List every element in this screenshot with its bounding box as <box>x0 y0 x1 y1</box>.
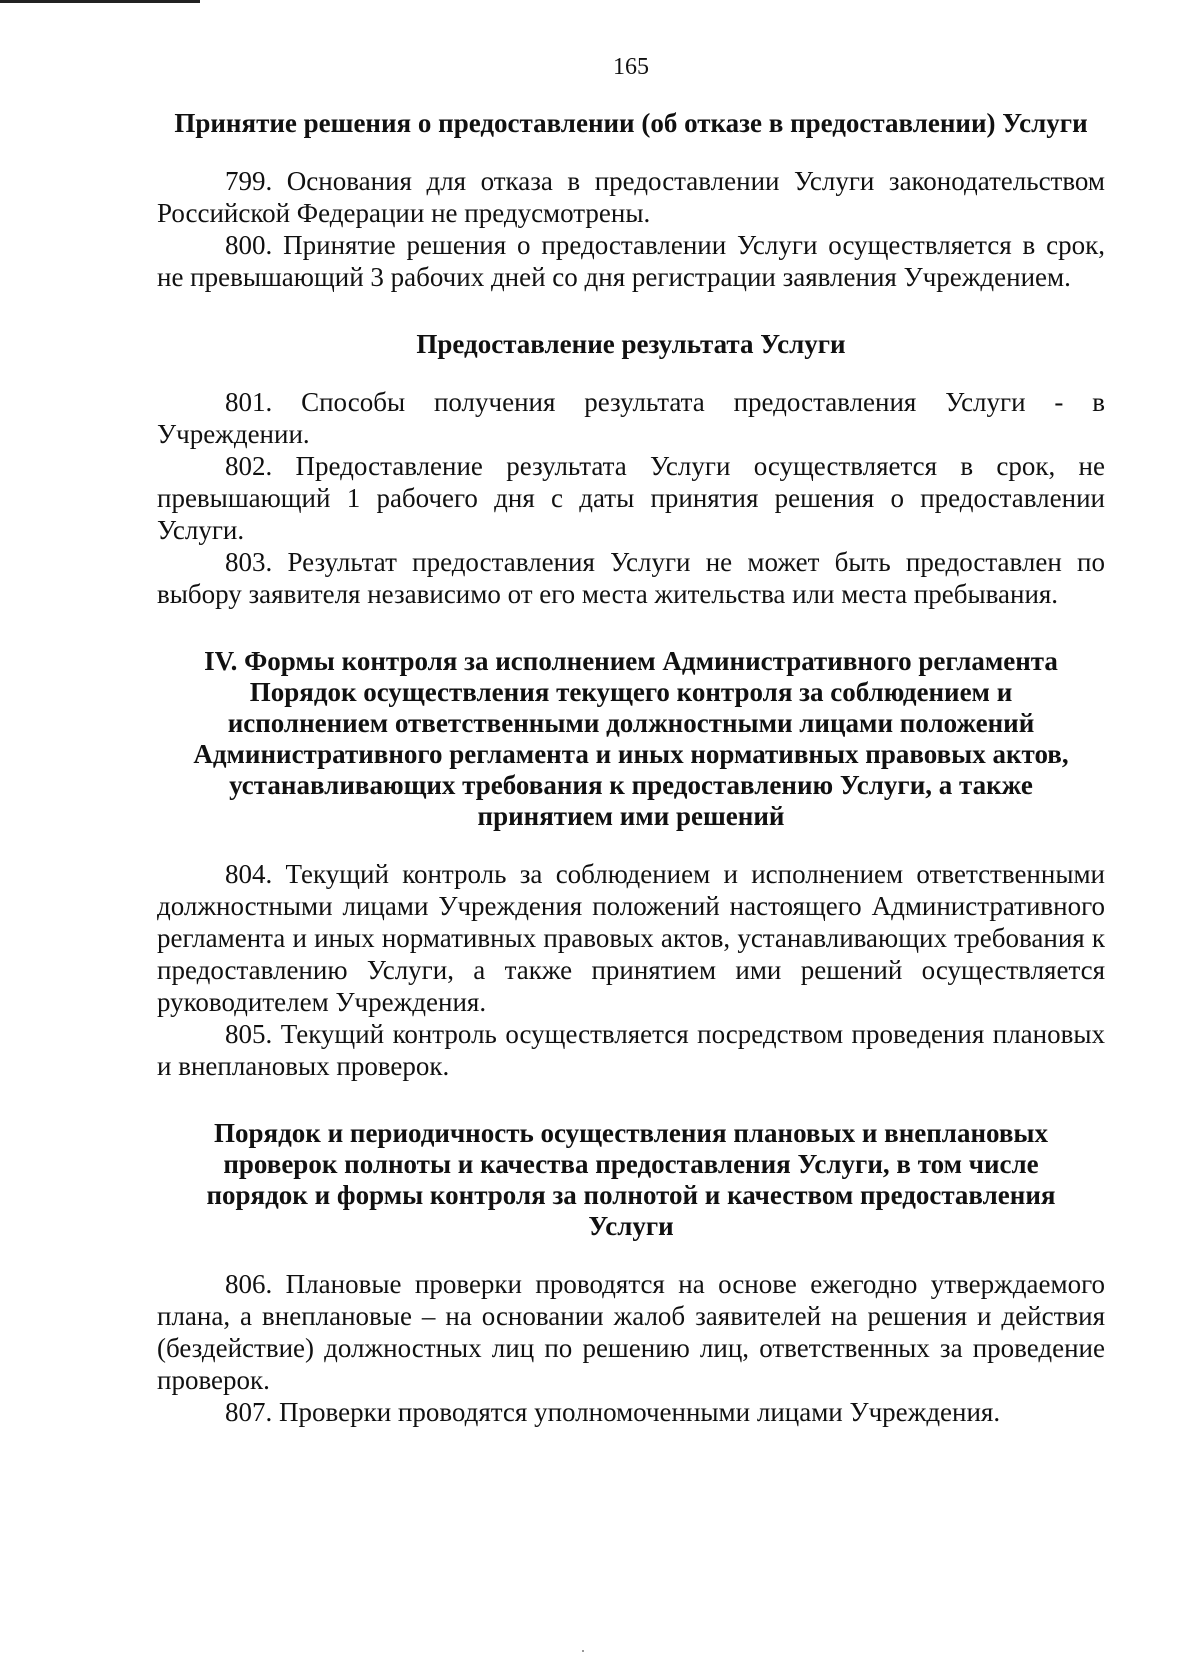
heading-line: Предоставление результата Услуги <box>416 329 846 359</box>
page-content <box>157 52 1105 1428</box>
top-edge-rule <box>0 0 200 3</box>
section-heading <box>157 108 1105 139</box>
paragraph-800: 800. Принятие решения о предоставлении Услуги осуществляется в срок, не превышающий 3 рабочих дней со дня регистрации заявления Учреждением. <box>157 230 1105 292</box>
section-decision <box>157 108 1105 293</box>
section-heading <box>157 1118 1105 1242</box>
heading-line: исполнением ответственными должностными лицами положений <box>227 708 1035 738</box>
heading-line: IV. Формы контроля за исполнением Административного регламента <box>204 646 1058 676</box>
page-number: 165 <box>613 54 649 80</box>
heading-line: Порядок и периодичность осуществления плановых и внеплановых <box>214 1118 1048 1148</box>
paragraph-804: 804. Текущий контроль за соблюдением и исполнением ответственными должностными лицами Учреждения положений настоящего Административного регламента и иных нормативных правовых актов, устанавливающих требования к предоставлению Услуги, а также принятием ими решений осуществляется руководителем Учреждения. <box>157 859 1105 1017</box>
section-heading <box>157 646 1105 832</box>
paragraph-801: 801. Способы получения результата предоставления Услуги - в Учреждении. <box>157 387 1105 449</box>
paragraph-803: 803. Результат предоставления Услуги не может быть предоставлен по выбору заявителя независимо от его места жительства или места пребывания. <box>157 547 1105 609</box>
paragraph-807: 807. Проверки проводятся уполномоченными лицами Учреждения. <box>225 1397 1001 1427</box>
section-result <box>157 329 1105 610</box>
scan-speck <box>582 1650 584 1652</box>
section-body <box>157 165 1105 293</box>
section-control-forms <box>157 646 1105 1082</box>
section-body <box>157 1268 1105 1428</box>
heading-line: Услуги <box>588 1211 674 1241</box>
heading-line: Порядок осуществления текущего контроля за соблюдением и <box>249 677 1013 707</box>
section-body <box>157 858 1105 1082</box>
heading-line: принятием ими решений <box>477 801 785 831</box>
section-inspections <box>157 1118 1105 1428</box>
section-body <box>157 386 1105 610</box>
paragraph-802: 802. Предоставление результата Услуги осуществляется в срок, не превышающий 1 рабочего дня с даты принятия решения о предоставлении Услуги. <box>157 451 1105 545</box>
paragraph-805: 805. Текущий контроль осуществляется посредством проведения плановых и внеплановых проверок. <box>157 1019 1105 1081</box>
heading-line: Принятие решения о предоставлении (об отказе в предоставлении) Услуги <box>174 108 1088 138</box>
heading-line: Административного регламента и иных нормативных правовых актов, <box>193 739 1069 769</box>
heading-line: проверок полноты и качества предоставления Услуги, в том числе <box>223 1149 1039 1179</box>
section-heading <box>157 329 1105 360</box>
heading-line: устанавливающих требования к предоставлению Услуги, а также <box>229 770 1033 800</box>
paragraph-806: 806. Плановые проверки проводятся на основе ежегодно утверждаемого плана, а внеплановые – на основании жалоб заявителей на решения и действия (бездействие) должностных лиц по решению лиц, ответственных за проведение проверок. <box>157 1269 1105 1395</box>
paragraph-799: 799. Основания для отказа в предоставлении Услуги законодательством Российской Федерации не предусмотрены. <box>157 166 1105 228</box>
heading-line: порядок и формы контроля за полнотой и качеством предоставления <box>206 1180 1056 1210</box>
